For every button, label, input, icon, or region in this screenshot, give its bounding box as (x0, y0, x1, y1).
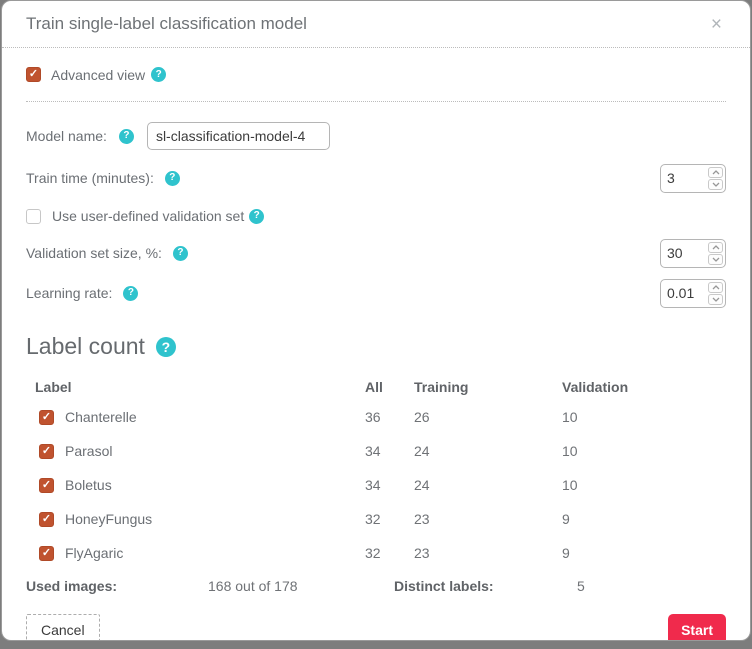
spinner-up-button[interactable] (708, 167, 723, 178)
help-icon[interactable]: ? (151, 67, 166, 82)
label-checkbox[interactable] (39, 512, 54, 527)
spinner-up-button[interactable] (708, 242, 723, 253)
learning-rate-input[interactable] (661, 285, 708, 301)
cell-training: 24 (414, 443, 430, 459)
check-icon: ✓ (41, 512, 52, 525)
spinner-up-button[interactable] (708, 282, 723, 293)
train-model-dialog (1, 0, 751, 641)
learning-rate-row (26, 279, 726, 307)
label-checkbox[interactable] (39, 546, 54, 561)
user-validation-row (26, 207, 726, 225)
summary-row (26, 578, 726, 594)
chevron-down-icon (712, 257, 720, 262)
advanced-view-row (26, 48, 726, 102)
dialog-footer (2, 614, 750, 641)
cell-training: 23 (414, 511, 430, 527)
cell-all: 32 (365, 545, 381, 561)
help-icon[interactable]: ? (249, 209, 264, 224)
col-training: Training (414, 379, 469, 395)
learning-rate-label: Learning rate: (26, 285, 113, 301)
chevron-up-icon (712, 285, 720, 290)
validation-size-input[interactable] (661, 245, 708, 261)
check-icon: ✓ (41, 546, 52, 559)
cell-validation: 9 (562, 511, 570, 527)
cell-training: 26 (414, 409, 430, 425)
chevron-up-icon (712, 245, 720, 250)
dialog-title: Train single-label classification model (26, 14, 307, 33)
form-area (2, 122, 750, 594)
label-checkbox[interactable] (39, 444, 54, 459)
model-name-row (26, 122, 726, 150)
validation-size-label: Validation set size, %: (26, 245, 162, 261)
table-row (26, 502, 726, 536)
model-name-input[interactable] (147, 122, 330, 150)
table-row (26, 536, 726, 570)
label-name: HoneyFungus (65, 511, 153, 527)
table-row (26, 468, 726, 502)
used-images-value: 168 out of 178 (208, 578, 298, 594)
cell-training: 24 (414, 477, 430, 493)
table-row (26, 400, 726, 434)
cell-validation: 10 (562, 409, 578, 425)
spinner-down-button[interactable] (708, 254, 723, 265)
cell-all: 34 (365, 477, 381, 493)
cancel-button[interactable]: Cancel (26, 614, 100, 641)
dialog-header (2, 1, 750, 48)
user-validation-checkbox[interactable] (26, 209, 41, 224)
help-icon[interactable]: ? (119, 129, 134, 144)
cell-validation: 10 (562, 477, 578, 493)
train-time-row (26, 164, 726, 192)
check-icon: ✓ (41, 410, 52, 423)
col-validation: Validation (562, 379, 629, 395)
validation-size-row (26, 239, 726, 267)
col-all: All (365, 379, 383, 395)
train-time-input[interactable] (661, 170, 708, 186)
cell-validation: 10 (562, 443, 578, 459)
advanced-view-label: Advanced view (51, 66, 146, 83)
cell-all: 32 (365, 511, 381, 527)
help-icon[interactable]: ? (165, 171, 180, 186)
used-images-label: Used images: (26, 578, 118, 594)
help-icon[interactable]: ? (156, 337, 176, 357)
distinct-labels-label: Distinct labels: (394, 578, 494, 594)
validation-size-stepper (660, 239, 726, 268)
check-icon: ✓ (41, 478, 52, 491)
cell-all: 34 (365, 443, 381, 459)
label-checkbox[interactable] (39, 478, 54, 493)
learning-rate-stepper (660, 279, 726, 308)
user-validation-label: Use user-defined validation set (52, 208, 245, 224)
label-count-heading (26, 333, 726, 360)
distinct-labels-value: 5 (577, 578, 585, 594)
label-checkbox[interactable] (39, 410, 54, 425)
start-button[interactable]: Start (668, 614, 726, 641)
label-name: FlyAgaric (65, 545, 124, 561)
chevron-down-icon (712, 297, 720, 302)
train-time-label: Train time (minutes): (26, 170, 154, 186)
table-header (26, 374, 726, 400)
label-name: Parasol (65, 443, 113, 459)
train-time-stepper (660, 164, 726, 193)
advanced-view-checkbox[interactable] (26, 67, 41, 82)
check-icon: ✓ (41, 444, 52, 457)
model-name-label: Model name: (26, 128, 107, 144)
table-row (26, 434, 726, 468)
label-count-title: Label count (26, 333, 145, 359)
close-icon[interactable]: × (710, 13, 722, 35)
col-label: Label (35, 379, 72, 395)
label-name: Chanterelle (65, 409, 137, 425)
cell-all: 36 (365, 409, 381, 425)
chevron-down-icon (712, 182, 720, 187)
check-icon: ✓ (28, 68, 39, 80)
help-icon[interactable]: ? (173, 246, 188, 261)
cell-training: 23 (414, 545, 430, 561)
chevron-up-icon (712, 170, 720, 175)
spinner-down-button[interactable] (708, 294, 723, 305)
cell-validation: 9 (562, 545, 570, 561)
label-name: Boletus (65, 477, 112, 493)
help-icon[interactable]: ? (123, 286, 138, 301)
spinner-down-button[interactable] (708, 179, 723, 190)
